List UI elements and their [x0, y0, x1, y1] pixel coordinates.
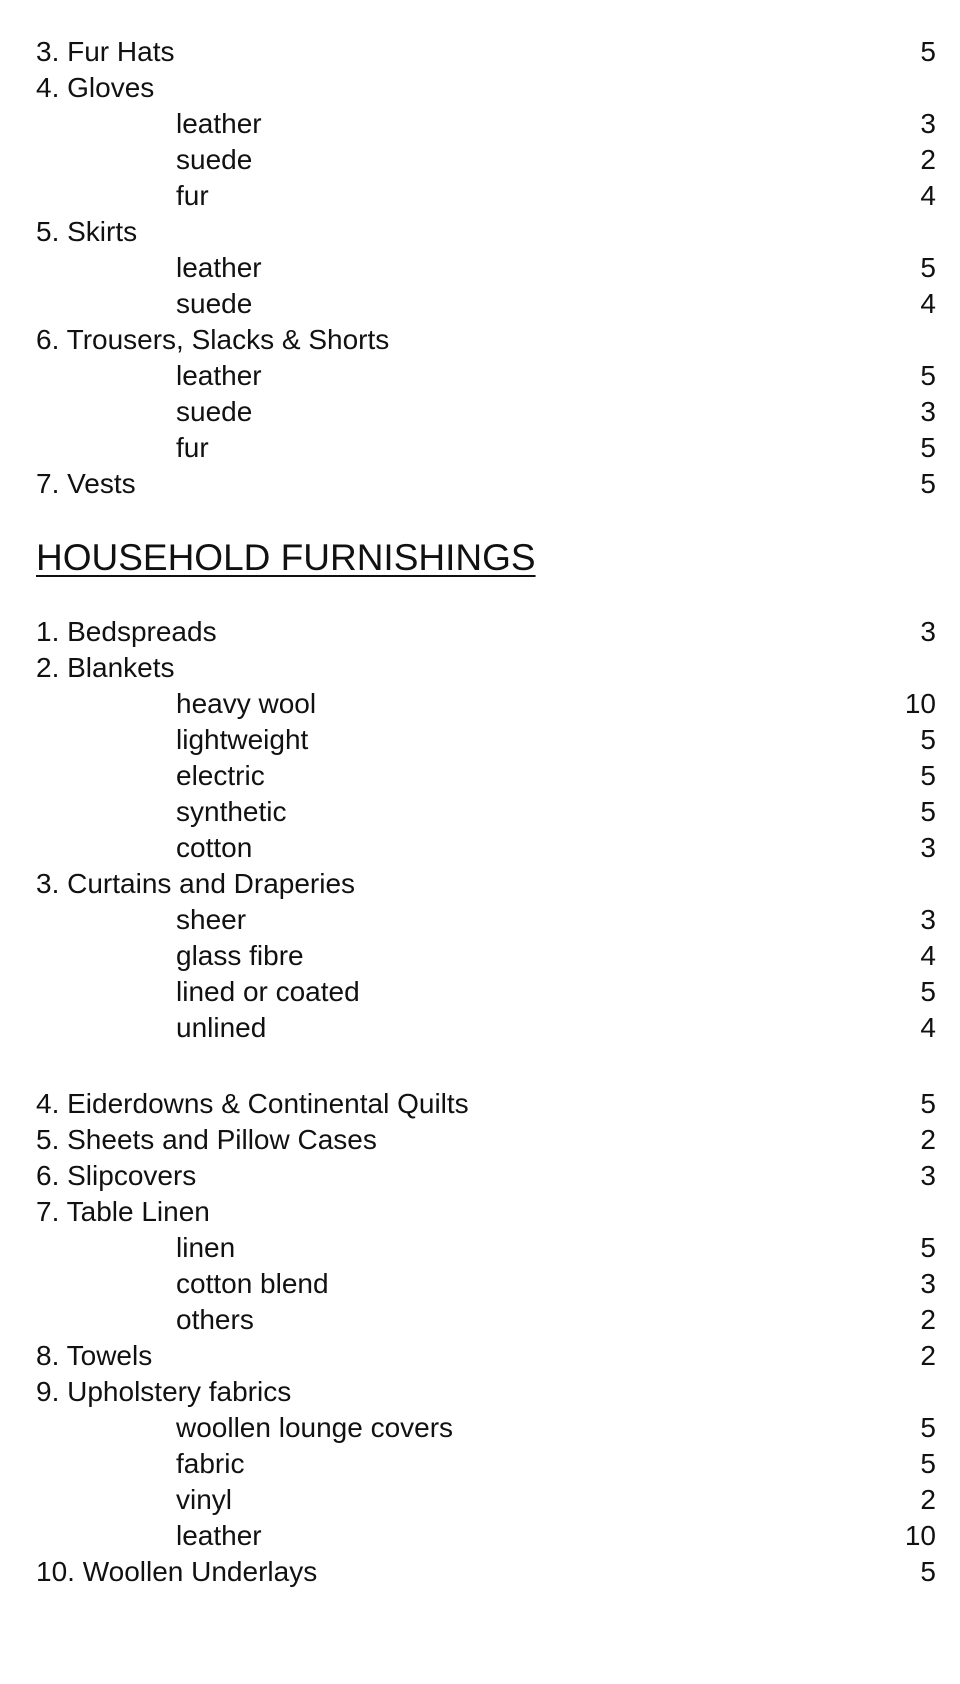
item-label: 7. Table Linen: [36, 1196, 210, 1227]
item-label: cotton: [176, 832, 253, 863]
item-value: 5: [920, 432, 936, 463]
list-subitem: [36, 686, 936, 722]
list-subitem: [36, 758, 936, 794]
list-subitem: [36, 358, 936, 394]
item-label: fabric: [176, 1448, 245, 1479]
clothing-list: [36, 34, 936, 502]
list-subitem: [36, 902, 936, 938]
item-label: 3. Fur Hats: [36, 36, 175, 67]
item-label: cotton blend: [176, 1268, 329, 1299]
item-value: 3: [920, 616, 936, 647]
list-subitem: [36, 1230, 936, 1266]
list-subitem: [36, 1302, 936, 1338]
list-subitem: [36, 178, 936, 214]
item-value: 5: [920, 252, 936, 283]
item-value: 3: [920, 396, 936, 427]
item-label: 8. Towels: [36, 1340, 153, 1371]
list-item: [36, 1194, 936, 1230]
list-item: [36, 1086, 936, 1122]
list-subitem: [36, 250, 936, 286]
item-label: 10. Woollen Underlays: [36, 1556, 318, 1587]
list-item: [36, 1374, 936, 1410]
list-subitem: [36, 722, 936, 758]
list-item: [36, 70, 936, 106]
list-item: [36, 866, 936, 902]
item-value: 5: [920, 1232, 936, 1263]
list-subitem: [36, 1482, 936, 1518]
item-value: 10: [904, 688, 936, 719]
item-value: 3: [920, 904, 936, 935]
item-label: 1. Bedspreads: [36, 616, 217, 647]
list-item: [36, 614, 936, 650]
item-value: 2: [920, 144, 936, 175]
list-subitem: [36, 938, 936, 974]
item-label: suede: [176, 288, 253, 319]
list-subitem: [36, 1266, 936, 1302]
list-subitem: [36, 1446, 936, 1482]
household-list-part-2: [36, 1086, 936, 1590]
item-label: suede: [176, 396, 253, 427]
item-label: electric: [176, 760, 265, 791]
item-value: 3: [920, 108, 936, 139]
item-value: 2: [920, 1340, 936, 1371]
list-item: [36, 1122, 936, 1158]
list-subitem: [36, 106, 936, 142]
item-label: 9. Upholstery fabrics: [36, 1376, 292, 1407]
item-label: leather: [176, 108, 262, 139]
item-value: 5: [920, 36, 936, 67]
list-subitem: [36, 394, 936, 430]
list-subitem: [36, 1010, 936, 1046]
item-value: 5: [920, 1448, 936, 1479]
item-value: 5: [920, 976, 936, 1007]
list-item: [36, 322, 936, 358]
item-value: 4: [920, 1012, 936, 1043]
item-value: 5: [920, 360, 936, 391]
item-label: fur: [176, 432, 209, 463]
list-subitem: [36, 286, 936, 322]
item-label: 4. Eiderdowns & Continental Quilts: [36, 1088, 469, 1119]
list-subitem: [36, 830, 936, 866]
item-label: leather: [176, 1520, 262, 1551]
household-list-part-1: [36, 614, 936, 1046]
item-label: vinyl: [176, 1484, 233, 1515]
item-label: 6. Slipcovers: [36, 1160, 197, 1191]
item-value: 4: [920, 940, 936, 971]
list-item: [36, 1554, 936, 1590]
item-value: 4: [920, 288, 936, 319]
item-label: woollen lounge covers: [176, 1412, 454, 1443]
item-label: 2. Blankets: [36, 652, 175, 683]
list-item: [36, 650, 936, 686]
item-value: 2: [920, 1304, 936, 1335]
item-value: 5: [920, 796, 936, 827]
list-subitem: [36, 974, 936, 1010]
item-label: lined or coated: [176, 976, 360, 1007]
item-value: 10: [904, 1520, 936, 1551]
item-value: 4: [920, 180, 936, 211]
item-label: 4. Gloves: [36, 72, 155, 103]
item-value: 5: [920, 1556, 936, 1587]
list-subitem: [36, 142, 936, 178]
item-value: 3: [920, 1160, 936, 1191]
item-value: 3: [920, 1268, 936, 1299]
item-label: 3. Curtains and Draperies: [36, 868, 356, 899]
item-value: 2: [920, 1484, 936, 1515]
item-label: lightweight: [176, 724, 309, 755]
list-item: [36, 466, 936, 502]
list-subitem: [36, 430, 936, 466]
list-subitem: [36, 1410, 936, 1446]
item-label: leather: [176, 252, 262, 283]
list-subitem: [36, 1518, 936, 1554]
item-value: 2: [920, 1124, 936, 1155]
item-value: 3: [920, 832, 936, 863]
item-label: synthetic: [176, 796, 287, 827]
item-label: fur: [176, 180, 209, 211]
item-value: 5: [920, 724, 936, 755]
item-label: suede: [176, 144, 253, 175]
item-value: 5: [920, 468, 936, 499]
item-value: 5: [920, 1088, 936, 1119]
list-item: [36, 1338, 936, 1374]
list-item: [36, 34, 936, 70]
item-value: 5: [920, 1412, 936, 1443]
list-subitem: [36, 794, 936, 830]
item-label: 7. Vests: [36, 468, 136, 499]
item-label: 6. Trousers, Slacks & Shorts: [36, 324, 390, 355]
item-label: glass fibre: [176, 940, 304, 971]
section-heading-household-furnishings: HOUSEHOLD FURNISHINGS: [36, 537, 536, 578]
item-label: sheer: [176, 904, 247, 935]
item-label: others: [176, 1304, 254, 1335]
list-item: [36, 1158, 936, 1194]
item-value: 5: [920, 760, 936, 791]
item-label: leather: [176, 360, 262, 391]
item-label: 5. Skirts: [36, 216, 138, 247]
item-label: 5. Sheets and Pillow Cases: [36, 1124, 377, 1155]
item-label: heavy wool: [176, 688, 317, 719]
item-label: linen: [176, 1232, 236, 1263]
item-label: unlined: [176, 1012, 267, 1043]
list-item: [36, 214, 936, 250]
